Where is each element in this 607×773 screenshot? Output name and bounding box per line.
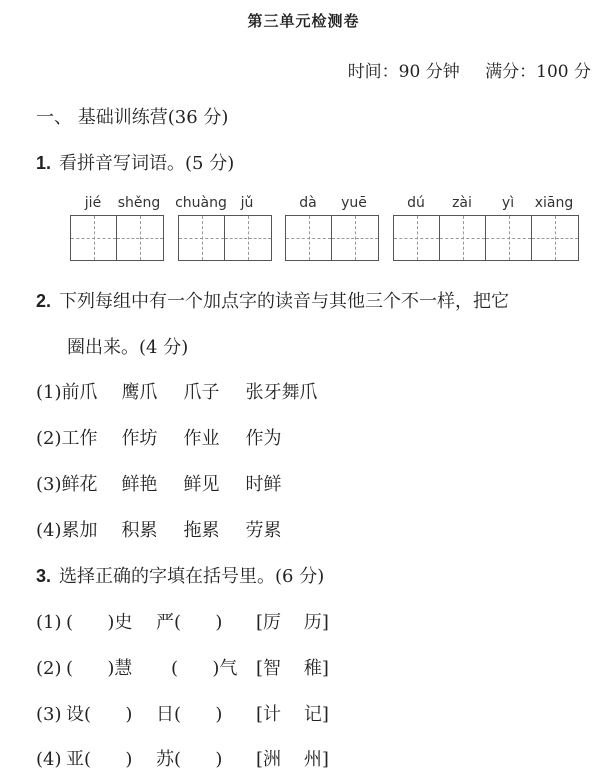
item-label: (4) <box>36 520 62 541</box>
pinyin-label: zài <box>452 195 472 211</box>
writing-grid[interactable] <box>70 215 164 261</box>
word-option[interactable]: 累加 <box>61 520 98 541</box>
grid-cell[interactable] <box>225 216 271 260</box>
word-option[interactable]: 作业 <box>183 428 220 449</box>
word-option[interactable]: 张牙舞爪 <box>245 382 318 403</box>
choice-list: [计 记] <box>256 704 329 725</box>
grid-cell[interactable] <box>486 216 532 260</box>
fill-blank[interactable]: 严( ) <box>156 612 223 633</box>
time-limit: 时间：90 分钟 <box>347 62 460 82</box>
word-option[interactable]: 鲜花 <box>61 474 98 495</box>
fill-blank[interactable]: 亚( ) <box>66 749 133 770</box>
writing-grid[interactable] <box>178 215 272 261</box>
item-label: (2) <box>36 428 62 449</box>
q2-item <box>36 424 282 450</box>
q3-item <box>36 608 329 634</box>
word-option[interactable]: 工作 <box>61 428 98 449</box>
item-label: (1) <box>36 612 62 633</box>
full-score: 满分：100 分 <box>485 62 591 82</box>
word-option[interactable]: 作坊 <box>121 428 158 449</box>
grid-cell[interactable] <box>179 216 225 260</box>
item-label: (4) <box>36 749 62 770</box>
pinyin-label: yuē <box>341 195 367 211</box>
word-option[interactable]: 鲜见 <box>183 474 220 495</box>
word-option[interactable]: 劳累 <box>245 520 282 541</box>
item-label: (2) <box>36 658 62 679</box>
question-1-prompt <box>36 149 234 175</box>
word-option[interactable]: 作为 <box>245 428 282 449</box>
word-option[interactable]: 鹰爪 <box>121 382 158 403</box>
question-2-prompt-cont: 圈出来。(4 分) <box>67 337 189 358</box>
item-label: (3) <box>36 474 62 495</box>
pinyin-label: chuàng <box>175 195 227 211</box>
word-option[interactable]: 时鲜 <box>245 474 282 495</box>
pinyin-label: jié <box>84 195 102 211</box>
grid-cell[interactable] <box>440 216 486 260</box>
fill-blank[interactable]: ( )史 <box>66 612 133 633</box>
pinyin-label: yì <box>501 195 515 211</box>
page-title: 第三单元检测卷 <box>247 12 360 30</box>
choice-list: [智 稚] <box>256 658 329 679</box>
q3-item <box>36 700 329 726</box>
writing-grid[interactable] <box>393 215 579 261</box>
item-label: (3) <box>36 704 62 725</box>
question-number: 1. <box>36 153 52 173</box>
grid-cell[interactable] <box>71 216 117 260</box>
fill-blank[interactable]: 日( ) <box>156 704 223 725</box>
q2-item <box>36 516 282 542</box>
q3-item <box>36 745 329 771</box>
word-option[interactable]: 积累 <box>121 520 158 541</box>
exam-meta <box>348 57 591 82</box>
fill-blank[interactable]: 设( ) <box>66 704 133 725</box>
writing-grid[interactable] <box>285 215 379 261</box>
fill-blank[interactable]: ( )慧 <box>66 658 133 679</box>
grid-cell[interactable] <box>394 216 440 260</box>
word-option[interactable]: 拖累 <box>183 520 220 541</box>
question-3-prompt <box>36 562 324 588</box>
word-option[interactable]: 鲜艳 <box>121 474 158 495</box>
question-text: 选择正确的字填在括号里。(6 分) <box>59 566 325 587</box>
pinyin-label: dà <box>299 195 317 211</box>
pinyin-label: dú <box>407 195 425 211</box>
choice-list: [洲 州] <box>256 749 329 770</box>
word-option[interactable]: 爪子 <box>183 382 220 403</box>
item-label: (1) <box>36 382 62 403</box>
pinyin-label: shěng <box>117 195 161 211</box>
q2-item <box>36 378 318 404</box>
q3-item <box>36 654 329 680</box>
section-heading: 一、 基础训练营(36 分) <box>36 107 229 128</box>
question-number: 2. <box>36 291 52 311</box>
question-text: 下列每组中有一个加点字的读音与其他三个不一样，把它 <box>59 291 510 312</box>
pinyin-label: jǔ <box>240 195 254 211</box>
word-option[interactable]: 前爪 <box>61 382 98 403</box>
question-2-prompt <box>36 287 509 313</box>
choice-list: [厉 历] <box>256 612 329 633</box>
grid-cell[interactable] <box>117 216 163 260</box>
grid-cell[interactable] <box>532 216 578 260</box>
grid-cell[interactable] <box>332 216 378 260</box>
question-text: 看拼音写词语。(5 分) <box>59 153 235 174</box>
pinyin-label: xiāng <box>534 195 574 211</box>
question-number: 3. <box>36 566 52 586</box>
fill-blank[interactable]: ( )气 <box>171 658 238 679</box>
q2-item <box>36 470 282 496</box>
grid-cell[interactable] <box>286 216 332 260</box>
fill-blank[interactable]: 苏( ) <box>156 749 223 770</box>
